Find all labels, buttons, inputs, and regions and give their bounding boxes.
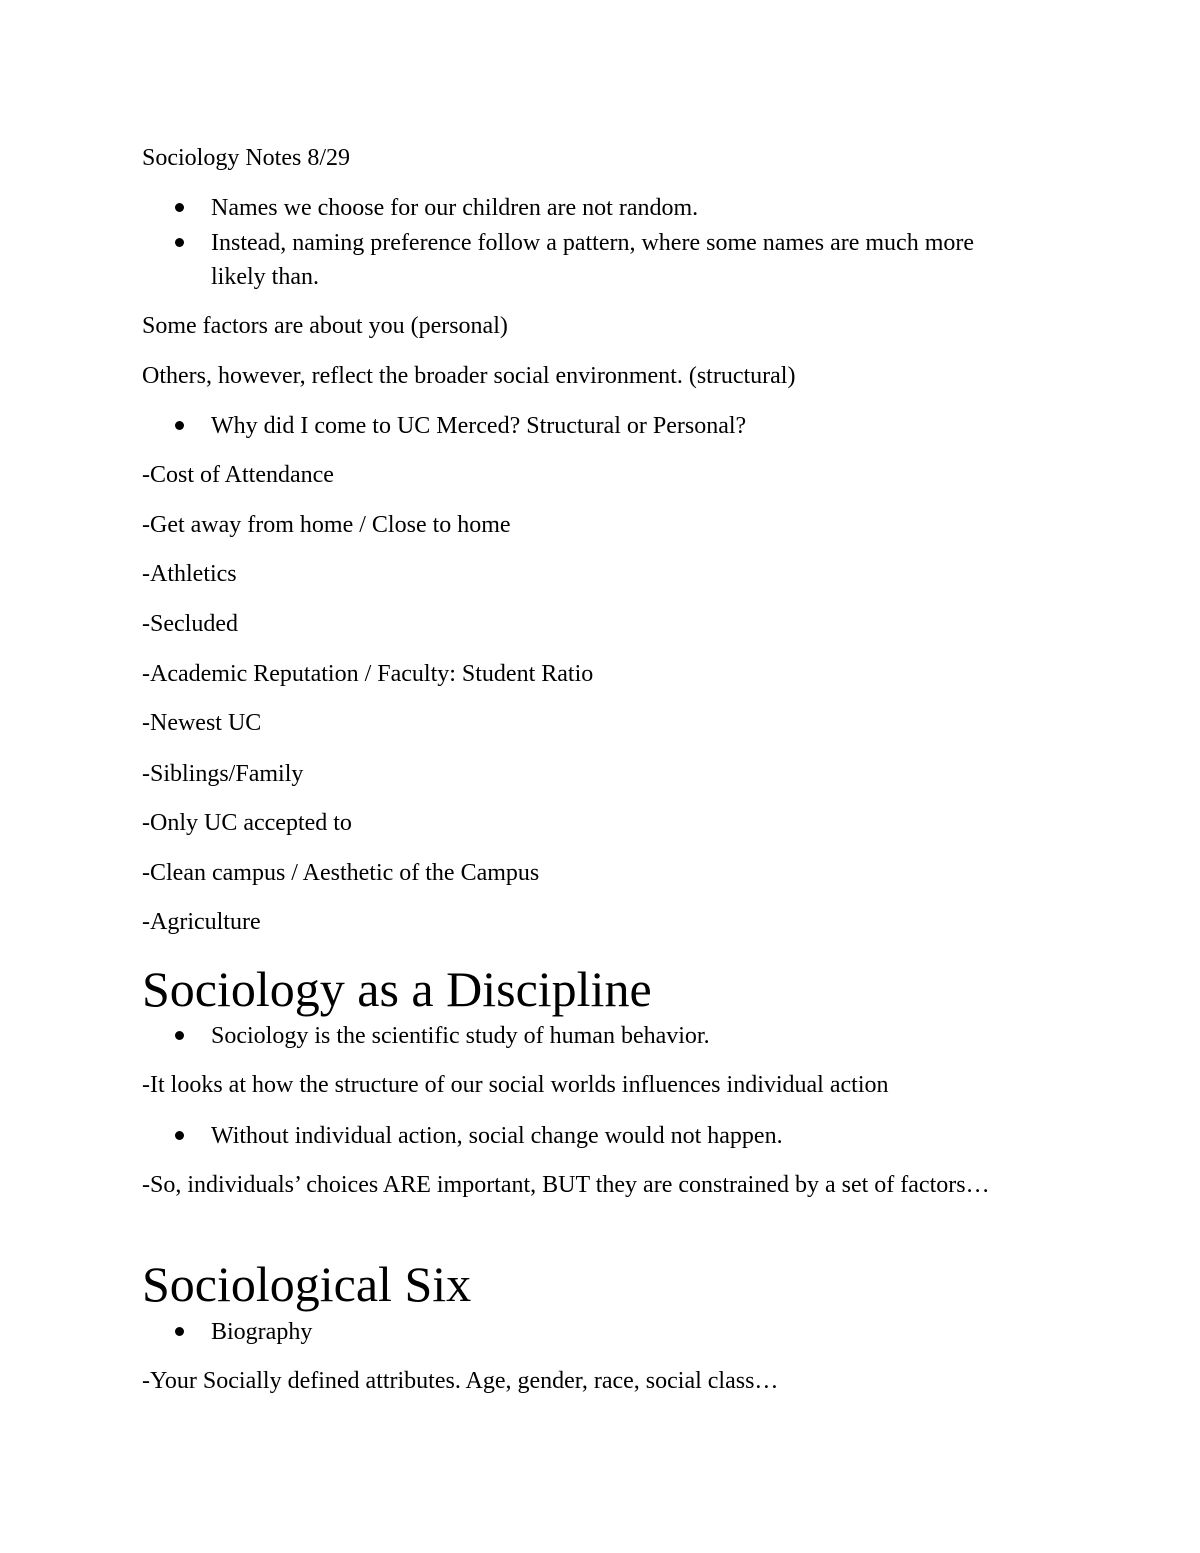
paragraph-structural: Others, however, reflect the broader social environment. (structural) (142, 363, 796, 389)
section-heading-discipline: Sociology as a Discipline (142, 961, 652, 1017)
list-item: Sociology is the scientific study of human behavior. (211, 1023, 710, 1049)
reason-item: -Secluded (142, 611, 238, 637)
reason-item: -Siblings/Family (142, 761, 304, 787)
bullet-icon (175, 421, 184, 430)
doc-title: Sociology Notes 8/29 (142, 145, 350, 171)
reason-item: -Newest UC (142, 710, 262, 736)
list-item: Instead, naming preference follow a pattern, where some names are much more likely than. (211, 230, 975, 290)
paragraph-choices: -So, individuals’ choices ARE important, BUT they are constrained by a set of factors… (142, 1172, 990, 1198)
bullet-icon (175, 1327, 184, 1336)
list-item: Biography (211, 1319, 313, 1345)
bullet-icon (175, 1131, 184, 1140)
list-item: Why did I come to UC Merced? Structural or Personal? (211, 413, 747, 439)
bullet-icon (175, 238, 184, 247)
reason-item: -Academic Reputation / Faculty: Student Ratio (142, 661, 594, 687)
reason-item: -Only UC accepted to (142, 810, 352, 836)
reason-item: -Clean campus / Aesthetic of the Campus (142, 860, 540, 886)
reason-item: -Agriculture (142, 909, 261, 935)
paragraph-structure: -It looks at how the structure of our social worlds influences individual action (142, 1072, 889, 1098)
section-heading-six: Sociological Six (142, 1256, 472, 1312)
reason-item: -Athletics (142, 561, 237, 587)
bullet-icon (175, 203, 184, 212)
paragraph-personal: Some factors are about you (personal) (142, 313, 508, 339)
list-item: Names we choose for our children are not random. (211, 195, 699, 221)
bullet-icon (175, 1031, 184, 1040)
list-item: Without individual action, social change would not happen. (211, 1123, 783, 1149)
reason-item: -Get away from home / Close to home (142, 512, 511, 538)
paragraph-biography: -Your Socially defined attributes. Age, gender, race, social class… (142, 1368, 779, 1394)
reason-item: -Cost of Attendance (142, 462, 334, 488)
